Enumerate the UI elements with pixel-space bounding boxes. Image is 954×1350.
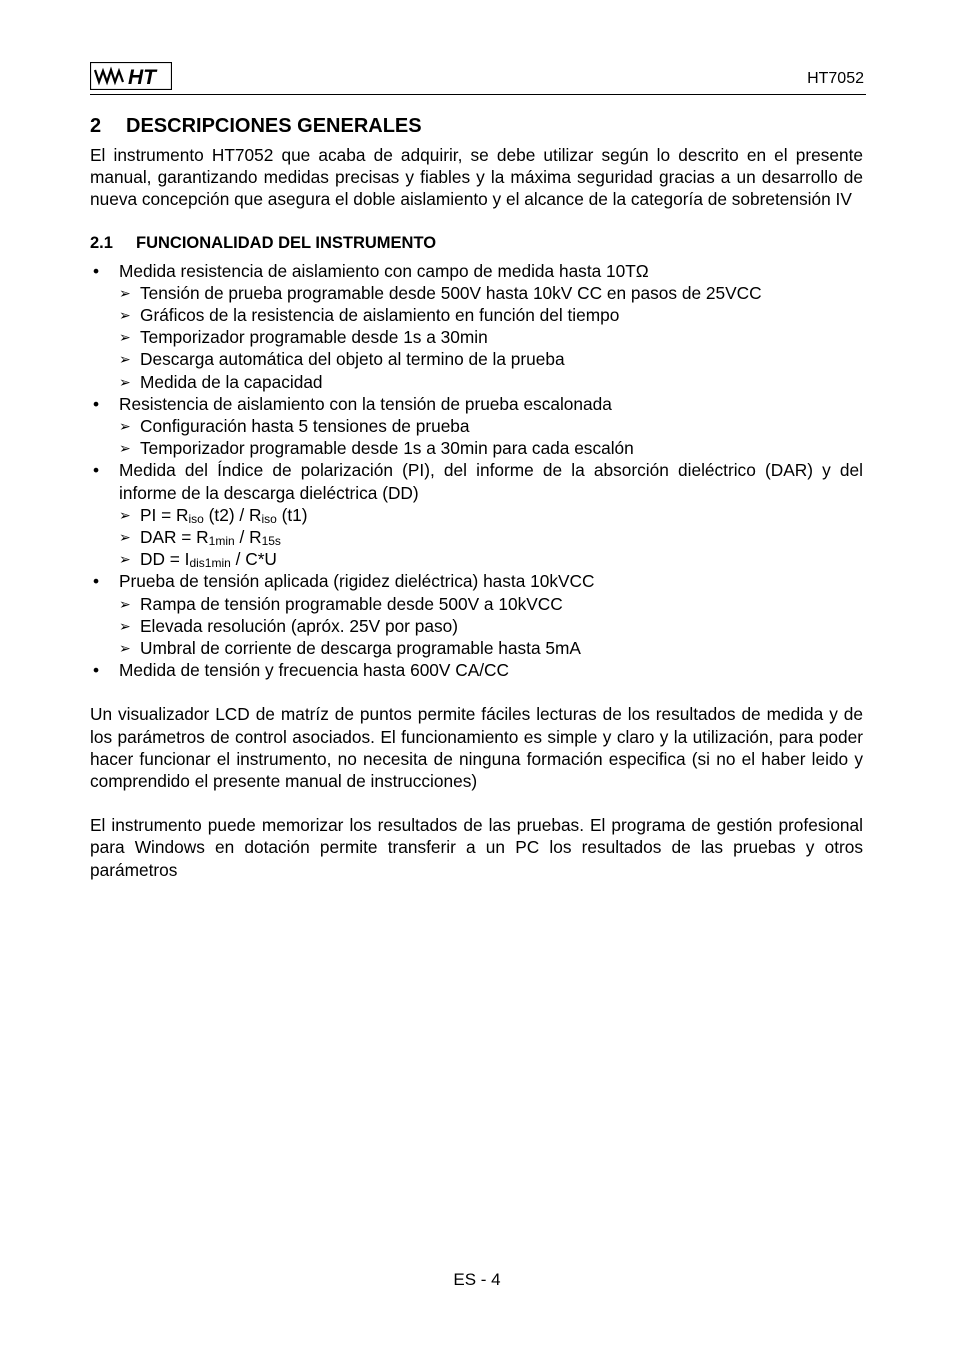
- sub-feature-text: Configuración hasta 5 tensiones de prueba: [140, 416, 470, 437]
- subsection-heading: [90, 232, 863, 254]
- bullet-icon: •: [92, 393, 100, 414]
- feature-sublist: [119, 415, 863, 459]
- memory-paragraph: El instrumento puede memorizar los resultados de las pruebas. El programa de gestión profesional para Windows en dotación permite transferir a un PC los resultados de las pruebas y otros parámetros: [90, 815, 863, 880]
- bullet-icon: •: [92, 571, 100, 592]
- sub-feature-text: Temporizador programable desde 1s a 30min para cada escalón: [140, 438, 634, 459]
- bullet-icon: •: [92, 460, 100, 481]
- sub-feature-item: [119, 304, 863, 326]
- formula-subscript: 15s: [261, 534, 281, 549]
- sub-feature-text: Elevada resolución (apróx. 25V por paso): [140, 615, 458, 636]
- arrow-bullet-icon: ➢: [119, 418, 131, 435]
- feature-text: Medida resistencia de aislamiento con campo de medida hasta 10TΩ: [119, 260, 649, 281]
- formula-subscript: iso: [188, 511, 204, 526]
- page-number: ES - 4: [453, 1270, 501, 1289]
- arrow-bullet-icon: ➢: [119, 351, 131, 368]
- formula-subscript: dis1min: [189, 556, 231, 571]
- arrow-bullet-icon: ➢: [119, 640, 131, 657]
- feature-item: [90, 260, 863, 393]
- sub-feature-text: Umbral de corriente de descarga programable hasta 5mA: [140, 638, 581, 659]
- section-heading: [90, 112, 863, 140]
- feature-item: [90, 459, 863, 570]
- feature-list: [90, 260, 863, 682]
- model-number: HT7052: [807, 70, 864, 87]
- formula-part: PI = R: [140, 504, 189, 525]
- ht-logo: [90, 62, 172, 90]
- formula-dd: [119, 548, 863, 570]
- feature-item: [90, 393, 863, 460]
- lcd-paragraph: Un visualizador LCD de matríz de puntos permite fáciles lecturas de los resultados de medida y de los parámetros de control asociados. El funcionamiento es simple y claro y la utilización, para poder hacer funcionar el instrumento, no necesita de ninguna formación especifica (si no el haber leido y comprendido el presente manual de instrucciones): [90, 704, 863, 792]
- bullet-icon: •: [92, 660, 100, 681]
- sub-feature-item: [119, 437, 863, 459]
- sub-feature-item: [119, 348, 863, 370]
- formula-part: (t2) / R: [203, 504, 262, 525]
- arrow-bullet-icon: ➢: [119, 529, 131, 546]
- arrow-bullet-icon: ➢: [119, 440, 131, 457]
- section-number: 2: [90, 115, 102, 137]
- logo-text: HT: [128, 66, 156, 89]
- arrow-bullet-icon: ➢: [119, 329, 131, 346]
- sub-feature-text: Rampa de tensión programable desde 500V a 10kVCC: [140, 593, 563, 614]
- arrow-bullet-icon: ➢: [119, 284, 131, 301]
- bullet-icon: •: [92, 260, 100, 281]
- feature-sublist: [119, 593, 863, 660]
- arrow-bullet-icon: ➢: [119, 373, 131, 390]
- section-title: DESCRIPCIONES GENERALES: [126, 115, 422, 137]
- page-header: [90, 60, 866, 95]
- sub-feature-item: [119, 326, 863, 348]
- sub-feature-item: [119, 415, 863, 437]
- formula-subscript: iso: [261, 511, 277, 526]
- sub-feature-text: Tensión de prueba programable desde 500V hasta 10kV CC en pasos de 25VCC: [140, 282, 762, 303]
- feature-text: Medida de tensión y frecuencia hasta 600V CA/CC: [119, 660, 510, 681]
- formula-subscript: 1min: [208, 534, 235, 549]
- sub-feature-text: Medida de la capacidad: [140, 371, 323, 392]
- feature-text: Prueba de tensión aplicada (rigidez dieléctrica) hasta 10kVCC: [119, 571, 595, 592]
- sub-feature-item: [119, 637, 863, 659]
- formula-pi: [119, 504, 863, 526]
- sub-feature-text: Descarga automática del objeto al termino de la prueba: [140, 349, 565, 370]
- arrow-bullet-icon: ➢: [119, 307, 131, 324]
- subsection-title: FUNCIONALIDAD DEL INSTRUMENTO: [136, 233, 437, 252]
- sub-feature-text: Temporizador programable desde 1s a 30min: [140, 327, 488, 348]
- formula-part: (t1): [276, 504, 308, 525]
- sub-feature-item: [119, 282, 863, 304]
- formula-dar: [119, 526, 863, 548]
- sub-feature-text: Gráficos de la resistencia de aislamiento en función del tiempo: [140, 305, 620, 326]
- formula-part: / C*U: [230, 549, 277, 570]
- feature-item: [90, 659, 863, 681]
- formula-part: DD = I: [140, 549, 190, 570]
- formula-part: / R: [234, 527, 262, 548]
- arrow-bullet-icon: ➢: [119, 551, 131, 568]
- feature-sublist: [119, 504, 863, 571]
- arrow-bullet-icon: ➢: [119, 506, 131, 523]
- subsection-number: 2.1: [90, 233, 113, 252]
- feature-sublist: [119, 282, 863, 393]
- main-content: [90, 112, 863, 881]
- feature-text: Medida del Índice de polarización (PI), del informe de la absorción dieléctrico (DAR) y del informe de la descarga dieléctrica (DD): [119, 460, 863, 503]
- intro-paragraph: El instrumento HT7052 que acaba de adquirir, se debe utilizar según lo descrito en el presente manual, garantizando medidas precisas y fiables y la máxima seguridad gracias a un desarrollo de nueva concepción que asegura el doble aislamiento y el alcance de la categoría de sobretensión IV: [90, 145, 863, 210]
- sub-feature-item: [119, 371, 863, 393]
- arrow-bullet-icon: ➢: [119, 595, 131, 612]
- sub-feature-item: [119, 593, 863, 615]
- formula-part: DAR = R: [140, 527, 209, 548]
- feature-text: Resistencia de aislamiento con la tensión de prueba escalonada: [119, 393, 612, 414]
- feature-item: [90, 570, 863, 659]
- arrow-bullet-icon: ➢: [119, 617, 131, 634]
- sub-feature-item: [119, 615, 863, 637]
